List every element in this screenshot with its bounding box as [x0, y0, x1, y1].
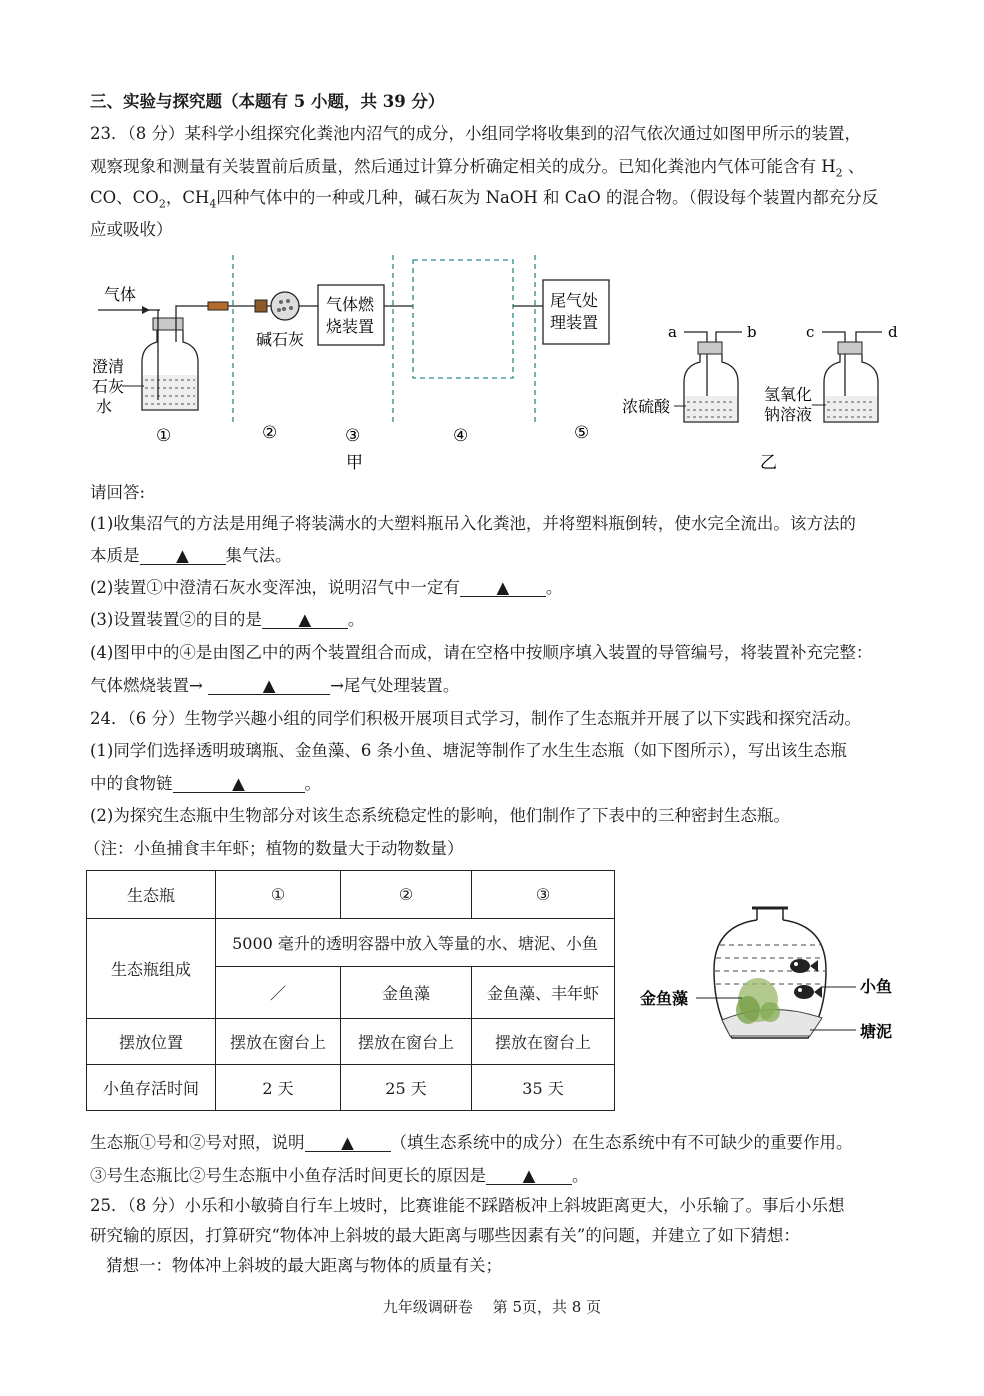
eco-bottle-figure [630, 900, 910, 1050]
table-cell: 生态瓶组成 [87, 919, 216, 1019]
answer-blank[interactable]: ▲ [208, 676, 330, 695]
answer-blank[interactable]: ▲ [486, 1166, 572, 1185]
table-cell: 金鱼藻 [341, 967, 472, 1019]
table-row [87, 1019, 615, 1065]
svg-text:①: ① [156, 426, 172, 446]
table-header-cell: ③ [472, 871, 615, 919]
q23-p2: (2)装置①中澄清石灰水变浑浊，说明沼气中一定有 ▲ 。 [90, 578, 563, 597]
soda-lime-tube [255, 292, 318, 320]
table-cell: 5000 毫升的透明容器中放入等量的水、塘泥、小鱼 [216, 919, 615, 967]
table-row [87, 871, 615, 919]
svg-text:⑤: ⑤ [574, 423, 590, 443]
table-cell: 摆放在窗台上 [341, 1019, 472, 1065]
answer-blank[interactable]: ▲ [305, 1133, 391, 1152]
gas-label: 气体 [104, 285, 137, 304]
q24-line1: 24．（6 分）生物学兴趣小组的同学们积极开展项目式学习，制作了生态瓶并开展了以下实践和探究活动。 [90, 709, 861, 728]
lime-water-label-1: 澄清 [92, 357, 125, 376]
burner-box [318, 285, 384, 345]
table-header-cell: 生态瓶 [87, 871, 216, 919]
table-cell: 小鱼存活时间 [87, 1065, 216, 1111]
q24-p2-line1: (2)为探究生态瓶中生物部分对该生态系统稳定性的影响，他们制作了下表中的三种密封生态瓶。 [90, 806, 790, 825]
q25-line2: 研究输的原因，打算研究“物体冲上斜坡的最大距离与哪些因素有关”的问题，并建立了如下猜想： [90, 1226, 800, 1245]
table-cell: 摆放在窗台上 [472, 1019, 615, 1065]
algae-label: 金鱼藻 [640, 989, 689, 1008]
svg-text:理装置: 理装置 [550, 313, 599, 332]
acid-label: 浓硫酸 [622, 397, 671, 416]
q24-after1: 生态瓶①号和②号对照，说明 ▲ （填生态系统中的成分）在生态系统中有不可缺少的重要作用。 [90, 1133, 853, 1152]
q23-p1-line1: (1)收集沼气的方法是用绳子将装满水的大塑料瓶吊入化粪池，并将塑料瓶倒转，使水完全流出。该方法的 [90, 514, 856, 533]
table-header-cell: ① [216, 871, 341, 919]
table-cell: 25 天 [341, 1065, 472, 1111]
svg-text:烧装置: 烧装置 [326, 317, 375, 336]
table-row [87, 1065, 615, 1111]
fish-label: 小鱼 [860, 977, 893, 996]
q23-p3: (3)设置装置②的目的是 ▲ 。 [90, 610, 365, 629]
soda-lime-label: 碱石灰 [256, 330, 305, 349]
tail-box [543, 280, 609, 344]
fish-icon [794, 985, 822, 999]
table-cell: 金鱼藻、丰年虾 [472, 967, 615, 1019]
q23-p1-line2: 本质是 ▲ 集气法。 [90, 546, 292, 565]
section-title: 三、实验与探究题（本题有 5 小题，共 39 分） [90, 92, 445, 111]
q24-note: （注：小鱼捕食丰年虾；植物的数量大于动物数量） [84, 839, 464, 858]
answer-blank[interactable]: ▲ [140, 546, 226, 565]
q23-line4: 应或吸收） [90, 220, 173, 239]
lime-water-label-2: 石灰 [92, 377, 125, 396]
table-cell: 摆放位置 [87, 1019, 216, 1065]
answer-blank[interactable]: ▲ [262, 610, 348, 629]
answer-blank[interactable]: ▲ [460, 578, 546, 597]
apparatus-diagram [0, 250, 984, 480]
naoh-label-1: 氢氧化 [764, 385, 813, 404]
table-cell: 摆放在窗台上 [216, 1019, 341, 1065]
q23-line2: 观察现象和测量有关装置前后质量，然后通过计算分析确定相关的成分。已知化粪池内气体可能含有 $H_2$ 、 [90, 157, 865, 180]
svg-text:b: b [747, 323, 757, 341]
svg-text:④: ④ [453, 426, 469, 446]
svg-text:d: d [888, 323, 898, 341]
naoh-bottle [806, 323, 898, 422]
acid-bottle [668, 323, 757, 422]
lime-water-bottle [142, 306, 210, 410]
svg-text:c: c [806, 323, 815, 341]
combined-device-box [413, 260, 513, 378]
page-footer: 九年级调研卷 第 5页，共 8 页 [382, 1298, 602, 1316]
table-cell: 35 天 [472, 1065, 615, 1111]
eco-bottle-table [86, 870, 615, 1111]
svg-text:a: a [668, 323, 677, 341]
q23-p4-line2: 气体燃烧装置→ ▲ →尾气处理装置。 [90, 676, 460, 695]
answer-blank[interactable]: ▲ [173, 774, 305, 793]
q25-line3: 猜想一：物体冲上斜坡的最大距离与物体的质量有关； [106, 1256, 502, 1275]
fish-icon [790, 959, 818, 973]
table-cell: ／ [216, 967, 341, 1019]
q23-answer-intro: 请回答: [90, 483, 146, 502]
q24-p1-line2: 中的食物链 ▲ 。 [90, 774, 321, 793]
table-header-cell: ② [341, 871, 472, 919]
lime-water-label-3: 水 [96, 397, 113, 416]
svg-text:③: ③ [345, 426, 361, 446]
svg-text:气体燃: 气体燃 [326, 295, 375, 314]
svg-text:尾气处: 尾气处 [550, 291, 599, 310]
q23-line1: 23．（8 分）某科学小组探究化粪池内沼气的成分，小组同学将收集到的沼气依次通过如图甲所示的装置， [90, 124, 861, 143]
q23-p4-line1: (4)图甲中的④是由图乙中的两个装置组合而成，请在空格中按顺序填入装置的导管编号，将装置补充完整： [90, 643, 873, 662]
q24-p1-line1: (1)同学们选择透明玻璃瓶、金鱼藻、6 条小鱼、塘泥等制作了水生生态瓶（如下图所示），写出该生态瓶 [90, 741, 847, 760]
table-cell: 2 天 [216, 1065, 341, 1111]
q23-line3: CO、$CO_2$，$CH_4$四种气体中的一种或几种，碱石灰为 NaOH 和 CaO 的混合物。（假设每个装置内都充分反 [90, 188, 879, 211]
naoh-label-2: 钠溶液 [764, 405, 813, 424]
fig-yi: 乙 [760, 453, 777, 473]
mud-label: 塘泥 [860, 1022, 893, 1041]
table-row [87, 919, 615, 967]
q24-after2: ③号生态瓶比②号生态瓶中小鱼存活时间更长的原因是 ▲ 。 [90, 1166, 589, 1185]
fig-jia: 甲 [346, 453, 363, 473]
q25-line1: 25．（8 分）小乐和小敏骑自行车上坡时，比赛谁能不踩踏板冲上斜坡距离更大，小乐输了。事后小乐想 [90, 1196, 845, 1215]
svg-text:②: ② [262, 423, 278, 443]
